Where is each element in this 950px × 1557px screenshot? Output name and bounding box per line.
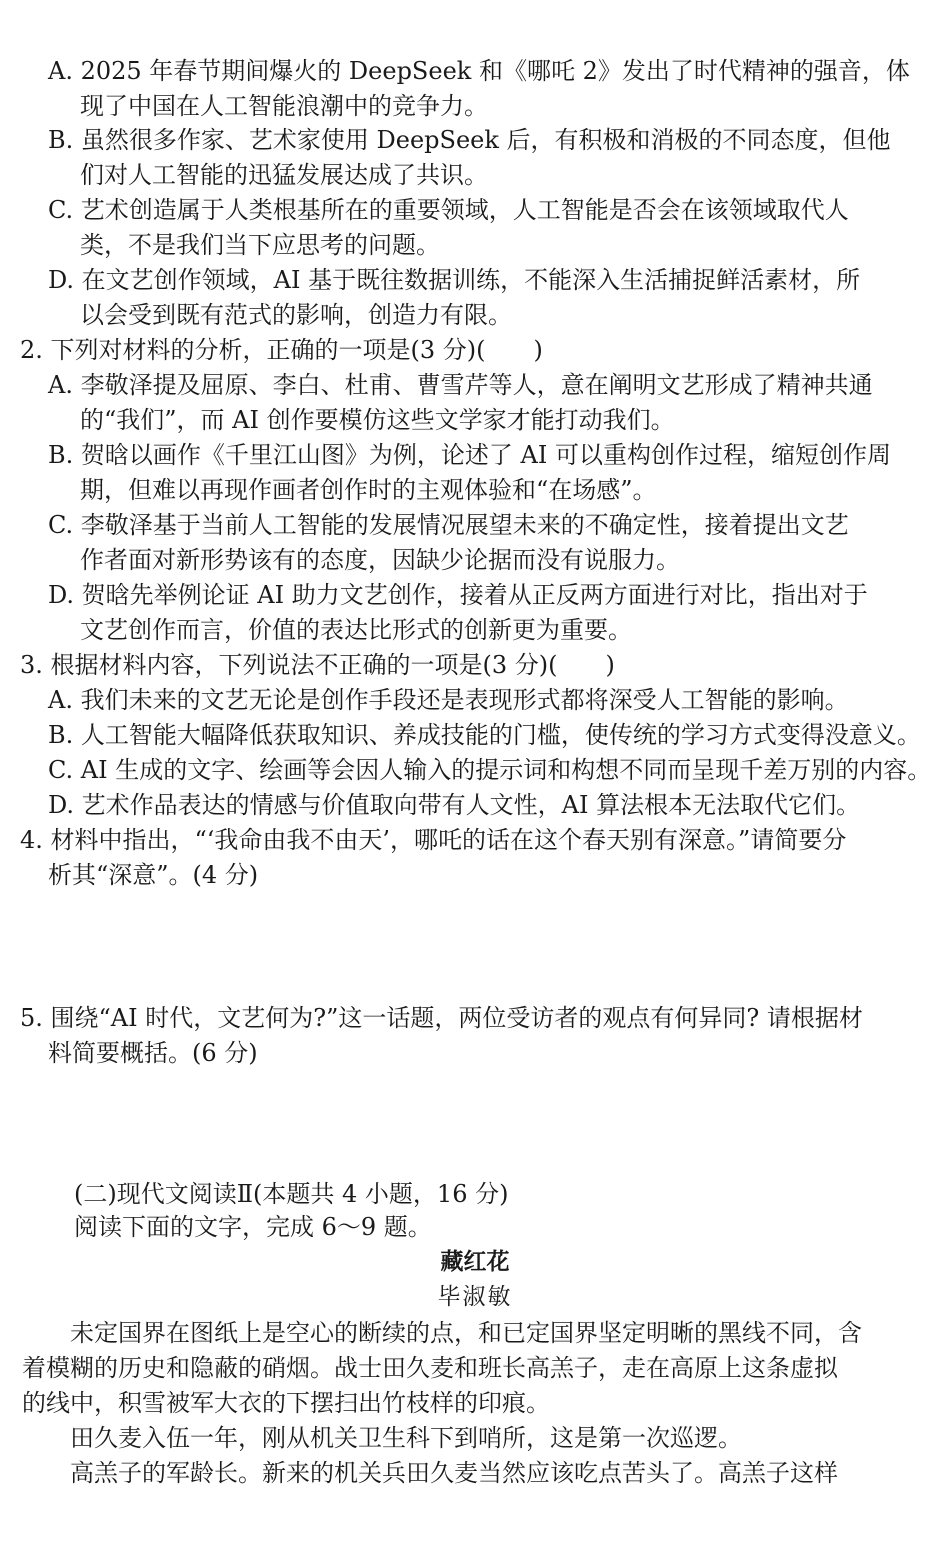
q3-option-a: A. 我们未来的文艺无论是创作手段还是表现形式都将深受人工智能的影响。 bbox=[48, 686, 849, 714]
q1-option-d-line2: 以会受到既有范式的影响，创造力有限。 bbox=[80, 301, 512, 329]
story-line-2: 着模糊的历史和隐蔽的硝烟。战士田久麦和班长高羔子，走在高原上这条虚拟 bbox=[22, 1354, 838, 1382]
q3-option-b: B. 人工智能大幅降低获取知识、养成技能的门槛，使传统的学习方式变得没意义。 bbox=[48, 721, 921, 749]
q3-stem: 3. 根据材料内容，下列说法不正确的一项是(3 分)( ) bbox=[20, 651, 615, 679]
q1-option-c-line2: 类，不是我们当下应思考的问题。 bbox=[80, 231, 440, 259]
q4-line1: 4. 材料中指出，“‘我命由我不由天’，哪吒的话在这个春天别有深意。”请简要分 bbox=[20, 826, 847, 854]
q2-option-d-line2: 文艺创作而言，价值的表达比形式的创新更为重要。 bbox=[80, 616, 632, 644]
q5-line1: 5. 围绕“AI 时代，文艺何为?”这一话题，两位受访者的观点有何异同? 请根据材 bbox=[20, 1004, 863, 1032]
q1-option-d-line1: D. 在文艺创作领域，AI 基于既往数据训练，不能深入生活捕捉鲜活素材，所 bbox=[48, 266, 861, 294]
q3-option-c: C. AI 生成的文字、绘画等会因人输入的提示词和构想不同而呈现千差万别的内容。 bbox=[48, 756, 932, 784]
q1-option-b-line1: B. 虽然很多作家、艺术家使用 DeepSeek 后，有积极和消极的不同态度，但他 bbox=[48, 126, 891, 154]
q2-stem: 2. 下列对材料的分析，正确的一项是(3 分)( ) bbox=[20, 336, 543, 364]
q1-option-b-line2: 们对人工智能的迅猛发展达成了共识。 bbox=[80, 161, 488, 189]
q2-option-a-line2: 的“我们”，而 AI 创作要模仿这些文学家才能打动我们。 bbox=[80, 406, 675, 434]
q5-line2: 料简要概括。(6 分) bbox=[48, 1039, 258, 1067]
q3-option-d: D. 艺术作品表达的情感与价值取向带有人文性，AI 算法根本无法取代它们。 bbox=[48, 791, 861, 819]
story-line-3: 的线中，积雪被军大衣的下摆扫出竹枝样的印痕。 bbox=[22, 1389, 550, 1417]
story-line-1: 未定国界在图纸上是空心的断续的点，和已定国界坚定明晰的黑线不同，含 bbox=[22, 1319, 862, 1347]
story-line-5: 高羔子的军龄长。新来的机关兵田久麦当然应该吃点苦头了。高羔子这样 bbox=[22, 1459, 838, 1487]
story-line-4: 田久麦入伍一年，刚从机关卫生科下到哨所，这是第一次巡逻。 bbox=[22, 1424, 742, 1452]
q1-option-c-line1: C. 艺术创造属于人类根基所在的重要领域，人工智能是否会在该领域取代人 bbox=[48, 196, 849, 224]
q2-option-c-line1: C. 李敬泽基于当前人工智能的发展情况展望未来的不确定性，接着提出文艺 bbox=[48, 511, 849, 539]
story-title: 藏红花 bbox=[440, 1249, 510, 1275]
q1-option-a-line1: A. 2025 年春节期间爆火的 DeepSeek 和《哪吒 2》发出了时代精神的强音，体 bbox=[48, 57, 910, 85]
q4-line2: 析其“深意”。(4 分) bbox=[48, 861, 259, 889]
q2-option-d-line1: D. 贺晗先举例论证 AI 助力文艺创作，接着从正反两方面进行对比，指出对于 bbox=[48, 581, 868, 609]
q2-option-b-line1: B. 贺晗以画作《千里江山图》为例，论述了 AI 可以重构创作过程，缩短创作周 bbox=[48, 441, 891, 469]
q2-option-c-line2: 作者面对新形势该有的态度，因缺少论据而没有说服力。 bbox=[80, 546, 680, 574]
story-author: 毕淑敏 bbox=[437, 1284, 513, 1310]
section-heading: (二)现代文阅读Ⅱ(本题共 4 小题，16 分) bbox=[74, 1180, 509, 1208]
q2-option-a-line1: A. 李敬泽提及屈原、李白、杜甫、曹雪芹等人，意在阐明文艺形成了精神共通 bbox=[48, 371, 873, 399]
q1-option-a-line2: 现了中国在人工智能浪潮中的竞争力。 bbox=[80, 92, 488, 120]
section-instruction: 阅读下面的文字，完成 6～9 题。 bbox=[74, 1213, 432, 1241]
q2-option-b-line2: 期，但难以再现作画者创作时的主观体验和“在场感”。 bbox=[80, 476, 657, 504]
